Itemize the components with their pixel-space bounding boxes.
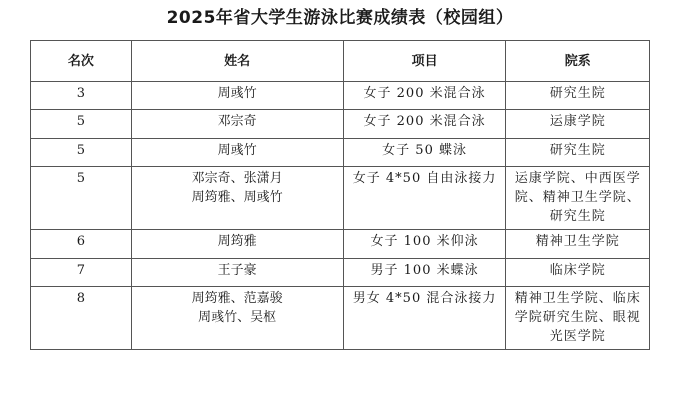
event-cell bbox=[343, 287, 506, 350]
header-name: 姓名 bbox=[131, 41, 343, 82]
event-cell bbox=[343, 139, 506, 167]
event-text: 男女 4*50 混合泳接力 bbox=[352, 291, 497, 306]
table-row bbox=[31, 259, 650, 287]
event-cell bbox=[343, 110, 506, 139]
table-row bbox=[31, 110, 650, 139]
table-row bbox=[31, 287, 650, 350]
athlete-names: 周彧竹、吴枢 bbox=[198, 310, 277, 325]
athlete-names: 王子豪 bbox=[217, 263, 257, 278]
college-text: 精神卫生学院、临床学院研究生院、眼视光医学院 bbox=[514, 291, 641, 344]
name-cell bbox=[131, 230, 343, 259]
table-header-row bbox=[31, 41, 650, 82]
college-text: 研究生院 bbox=[549, 143, 606, 158]
rank-cell: 8 bbox=[31, 287, 132, 350]
rank-cell: 7 bbox=[31, 259, 132, 287]
table-row bbox=[31, 82, 650, 110]
college-cell bbox=[506, 139, 650, 167]
name-cell bbox=[131, 82, 343, 110]
page-title: 2025年省大学生游泳比赛成绩表（校园组） bbox=[166, 8, 514, 28]
college-cell bbox=[506, 259, 650, 287]
rank-cell: 6 bbox=[31, 230, 132, 259]
rank-cell: 5 bbox=[31, 110, 132, 139]
table-row bbox=[31, 139, 650, 167]
event-text: 女子 200 米混合泳 bbox=[363, 86, 486, 101]
college-text: 临床学院 bbox=[549, 263, 606, 278]
athlete-names: 周彧竹 bbox=[217, 143, 257, 158]
athlete-names: 邓宗奇 bbox=[217, 114, 257, 129]
results-table bbox=[30, 40, 650, 350]
event-text: 男子 100 米蝶泳 bbox=[370, 263, 479, 278]
header-college: 院系 bbox=[506, 41, 650, 82]
rank-cell: 5 bbox=[31, 139, 132, 167]
event-text: 女子 50 蝶泳 bbox=[382, 143, 467, 158]
name-cell bbox=[131, 259, 343, 287]
rank-cell: 3 bbox=[31, 82, 132, 110]
athlete-names: 周筠雅、范嘉骏 bbox=[191, 291, 283, 306]
event-cell bbox=[343, 259, 506, 287]
event-cell bbox=[343, 230, 506, 259]
rank-cell: 5 bbox=[31, 167, 132, 230]
college-cell bbox=[506, 167, 650, 230]
college-cell bbox=[506, 82, 650, 110]
event-cell bbox=[343, 82, 506, 110]
name-cell bbox=[131, 287, 343, 350]
college-cell bbox=[506, 110, 650, 139]
name-cell bbox=[131, 110, 343, 139]
header-rank: 名次 bbox=[31, 41, 132, 82]
athlete-names: 邓宗奇、张潇月 bbox=[191, 171, 283, 186]
name-cell bbox=[131, 167, 343, 230]
event-text: 女子 200 米混合泳 bbox=[363, 114, 486, 129]
athlete-names: 周筠雅 bbox=[217, 234, 257, 249]
name-cell bbox=[131, 139, 343, 167]
table-row bbox=[31, 230, 650, 259]
college-cell bbox=[506, 287, 650, 350]
athlete-names: 周筠雅、周彧竹 bbox=[191, 190, 283, 205]
college-text: 精神卫生学院 bbox=[535, 234, 620, 249]
event-cell bbox=[343, 167, 506, 230]
event-text: 女子 4*50 自由泳接力 bbox=[352, 171, 497, 186]
table-row bbox=[31, 167, 650, 230]
college-text: 研究生院 bbox=[549, 86, 606, 101]
event-text: 女子 100 米仰泳 bbox=[370, 234, 479, 249]
college-cell bbox=[506, 230, 650, 259]
college-text: 运康学院、中西医学院、精神卫生学院、研究生院 bbox=[514, 171, 641, 224]
header-event: 项目 bbox=[343, 41, 506, 82]
athlete-names: 周彧竹 bbox=[217, 86, 257, 101]
college-text: 运康学院 bbox=[549, 114, 606, 129]
